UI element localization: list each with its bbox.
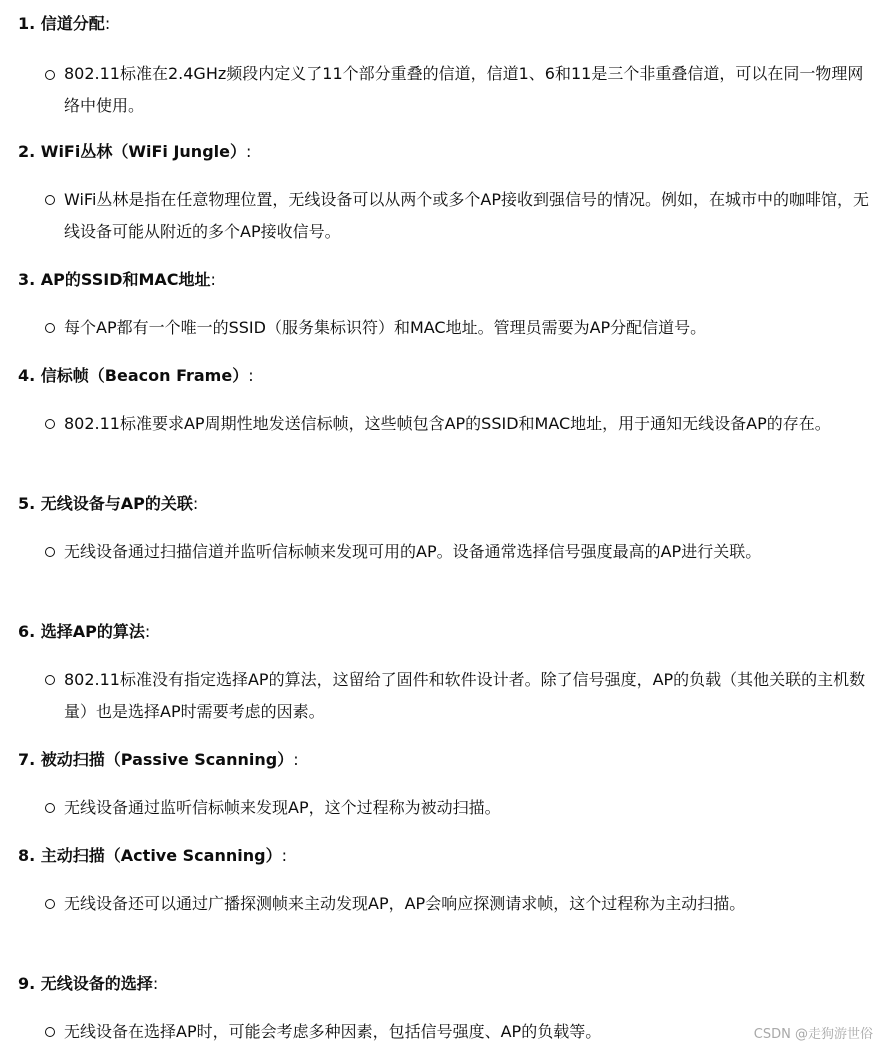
hollow-circle-bullet-icon (45, 899, 55, 909)
section-title: 选择AP的算法 (40, 622, 145, 641)
section-text: 无线设备还可以通过广播探测帧来主动发现AP，AP会响应探测请求帧，这个过程称为主动扫描。 (64, 894, 746, 913)
section-text: 802.11标准要求AP周期性地发送信标帧，这些帧包含AP的SSID和MAC地址，用于通知无线设备AP的存在。 (64, 414, 831, 433)
section-heading (18, 972, 158, 996)
section-title: AP的SSID和MAC地址 (40, 270, 211, 289)
section-title: 无线设备与AP的关联 (40, 494, 193, 513)
section-title: 主动扫描（Active Scanning） (40, 846, 282, 865)
section-title: 被动扫描（Passive Scanning） (40, 750, 294, 769)
section-heading (18, 140, 251, 164)
section-colon: : (152, 974, 159, 993)
section-title: 信标帧（Beacon Frame） (40, 366, 249, 385)
section-colon: : (248, 366, 254, 385)
hollow-circle-bullet-icon (45, 419, 55, 429)
csdn-watermark: CSDN @走狗游世俗 (753, 1027, 873, 1042)
section-number: 5. (18, 494, 36, 513)
section-text: 无线设备通过监听信标帧来发现AP，这个过程称为被动扫描。 (64, 798, 501, 817)
hollow-circle-bullet-icon (45, 1027, 55, 1037)
section-heading (18, 620, 150, 644)
section-text: 无线设备通过扫描信道并监听信标帧来发现可用的AP。设备通常选择信号强度最高的AP进行关联。 (64, 542, 762, 561)
section-heading (18, 268, 216, 292)
section-colon: : (104, 14, 111, 33)
section-text: 802.11标准在2.4GHz频段内定义了11个部分重叠的信道，信道1、6和11是三个非重叠信道，可以在同一物理网络中使用。 (64, 64, 864, 115)
section-colon: : (192, 494, 199, 513)
section-text: WiFi丛林是指在任意物理位置，无线设备可以从两个或多个AP接收到强信号的情况。例如，在城市中的咖啡馆，无线设备可能从附近的多个AP接收信号。 (64, 190, 869, 241)
hollow-circle-bullet-icon (45, 70, 55, 80)
section-number: 8. (18, 846, 36, 865)
section-number: 7. (18, 750, 36, 769)
hollow-circle-bullet-icon (45, 675, 55, 685)
section-number: 1. (18, 14, 36, 33)
section-colon: : (293, 750, 299, 769)
section-heading (18, 844, 287, 868)
section-number: 4. (18, 366, 36, 385)
section-number: 3. (18, 270, 36, 289)
section-heading (18, 492, 198, 516)
section-colon: : (144, 622, 151, 641)
section-colon: : (210, 270, 216, 289)
section-heading (18, 364, 254, 388)
section-number: 2. (18, 142, 36, 161)
section-number: 9. (18, 974, 36, 993)
section-text: 无线设备在选择AP时，可能会考虑多种因素，包括信号强度、AP的负载等。 (64, 1022, 602, 1041)
hollow-circle-bullet-icon (45, 803, 55, 813)
section-colon: : (281, 846, 287, 865)
section-title: 信道分配 (40, 14, 105, 33)
hollow-circle-bullet-icon (45, 547, 55, 557)
section-title: WiFi丛林（WiFi Jungle） (40, 142, 246, 161)
section-number: 6. (18, 622, 36, 641)
section-heading (18, 748, 299, 772)
section-heading (18, 12, 110, 36)
section-text: 每个AP都有一个唯一的SSID（服务集标识符）和MAC地址。管理员需要为AP分配信道号。 (64, 318, 707, 337)
section-colon: : (246, 142, 252, 161)
hollow-circle-bullet-icon (45, 323, 55, 333)
hollow-circle-bullet-icon (45, 195, 55, 205)
section-text: 802.11标准没有指定选择AP的算法，这留给了固件和软件设计者。除了信号强度，AP的负载（其他关联的主机数量）也是选择AP时需要考虑的因素。 (64, 670, 866, 721)
section-title: 无线设备的选择 (40, 974, 153, 993)
